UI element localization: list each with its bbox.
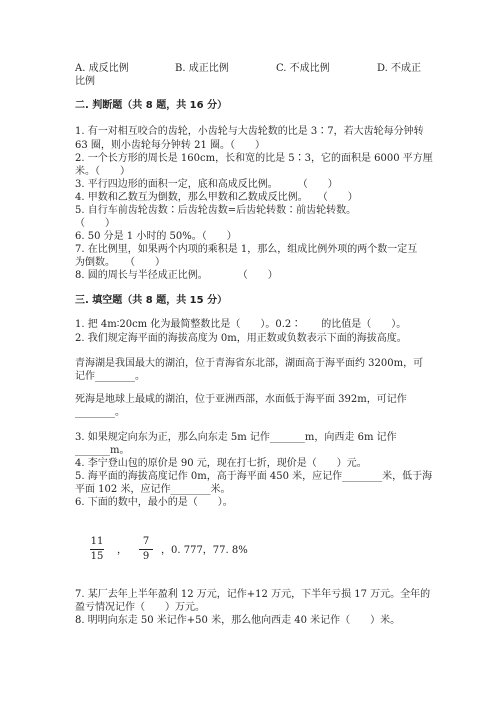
- question-line: ________。: [75, 407, 125, 418]
- question-line: _______m。: [75, 445, 130, 456]
- question-line: 3. 平行四边形的面积一定，底和高成反比例。 （ ）: [75, 179, 338, 190]
- question-line: 7. 某厂去年上半年盈利 12 万元，记作+12 万元，下半年亏损 17 万元。全年的: [75, 589, 431, 600]
- question-line: 5. 自行车前齿轮齿数∶后齿轮齿数=后齿轮转数∶前齿轮转数。: [75, 205, 357, 216]
- question-line: 记作________。: [75, 371, 145, 382]
- fraction-numerator: 11: [90, 536, 104, 547]
- section-title-judgement: 二. 判断题（共 8 题，共 16 分）: [75, 100, 228, 111]
- question-line: 4. 李宁登山包的原价是 90 元，现在打七折，现价是（ ）元。: [75, 458, 367, 469]
- question-line: 2. 一个长方形的周长是 160cm，长和宽的比是 5∶3，它的面积是 6000 平方厘: [75, 153, 433, 164]
- fraction-bar: [90, 549, 104, 550]
- option-b: B. 成正比例: [175, 63, 229, 74]
- option-c: C. 不成比例: [276, 63, 330, 74]
- question-line: 青海湖是我国最大的湖泊，位于青海省东北部，湖面高于海平面约 3200m，可: [75, 358, 424, 369]
- question-line: 8. 圆的周长与半径成正比例。 （ ）: [75, 270, 278, 281]
- option-a: A. 成反比例: [75, 63, 129, 74]
- question-line: 6. 50 分是 1 小时的 50%。（ ）: [75, 231, 237, 242]
- question-line: 7. 在比例里，如果两个内项的乘积是 1，那么，组成比例外项的两个数一定互: [75, 244, 418, 255]
- fraction-denominator: 15: [90, 551, 104, 562]
- fraction-11-15: [90, 536, 104, 563]
- question-line: （ ）: [75, 218, 115, 229]
- option-d: D. 不成正: [377, 63, 422, 74]
- option-d-continued: 比例: [75, 76, 95, 87]
- question-line: 为倒数。 （ ）: [75, 257, 165, 268]
- question-line: 米。（ ）: [75, 166, 130, 177]
- question-line: 1. 有一对相互咬合的齿轮，小齿轮与大齿轮数的比是 3∶7，若大齿轮每分钟转: [75, 126, 424, 137]
- question-line: 5. 海平面的海拔高度记作 0m，高于海平面 450 米，应记作________米，低于海: [75, 471, 433, 482]
- question-line: 平面 102 米，应记作________米。: [75, 484, 231, 495]
- question-line: 6. 下面的数中，最小的是（ ）。: [75, 497, 233, 508]
- separator-comma: ，: [117, 545, 127, 556]
- question-line: 2. 我们规定海平面的海拔高度为 0m，用正数或负数表示下面的海拔高度。: [75, 333, 407, 344]
- fraction-denominator: 9: [142, 551, 150, 562]
- question-line: 盈亏情况记作（ ）万元。: [75, 602, 205, 613]
- question-line: 4. 甲数和乙数互为倒数，那么甲数和乙数成反比例。 （ ）: [75, 192, 358, 203]
- question-line: 8. 明明向东走 50 米记作+50 米，那么他向西走 40 米记作（ ）米。: [75, 615, 401, 626]
- question-line: 1. 把 4m∶20cm 化为最简整数比是（ ）。0.2∶ 的比值是（ ）。: [75, 319, 407, 330]
- question-line: 死海是地球上最咸的湖泊，位于亚洲西部，水面低于海平面 392m，可记作: [75, 394, 407, 405]
- fraction-numerator: 7: [142, 536, 150, 547]
- q6-options-rest: ，0. 777，77. 8%: [161, 545, 248, 556]
- section-title-fill-in: 三. 填空题（共 8 题，共 15 分）: [75, 295, 228, 306]
- fraction-bar: [139, 549, 153, 550]
- question-line: 3. 如果规定向东为正，那么向东走 5m 记作_______m，向西走 6m 记作: [75, 432, 397, 443]
- fraction-7-9: [139, 536, 153, 563]
- question-line: 63 圈，则小齿轮每分钟转 21 圈。（ ）: [75, 140, 265, 151]
